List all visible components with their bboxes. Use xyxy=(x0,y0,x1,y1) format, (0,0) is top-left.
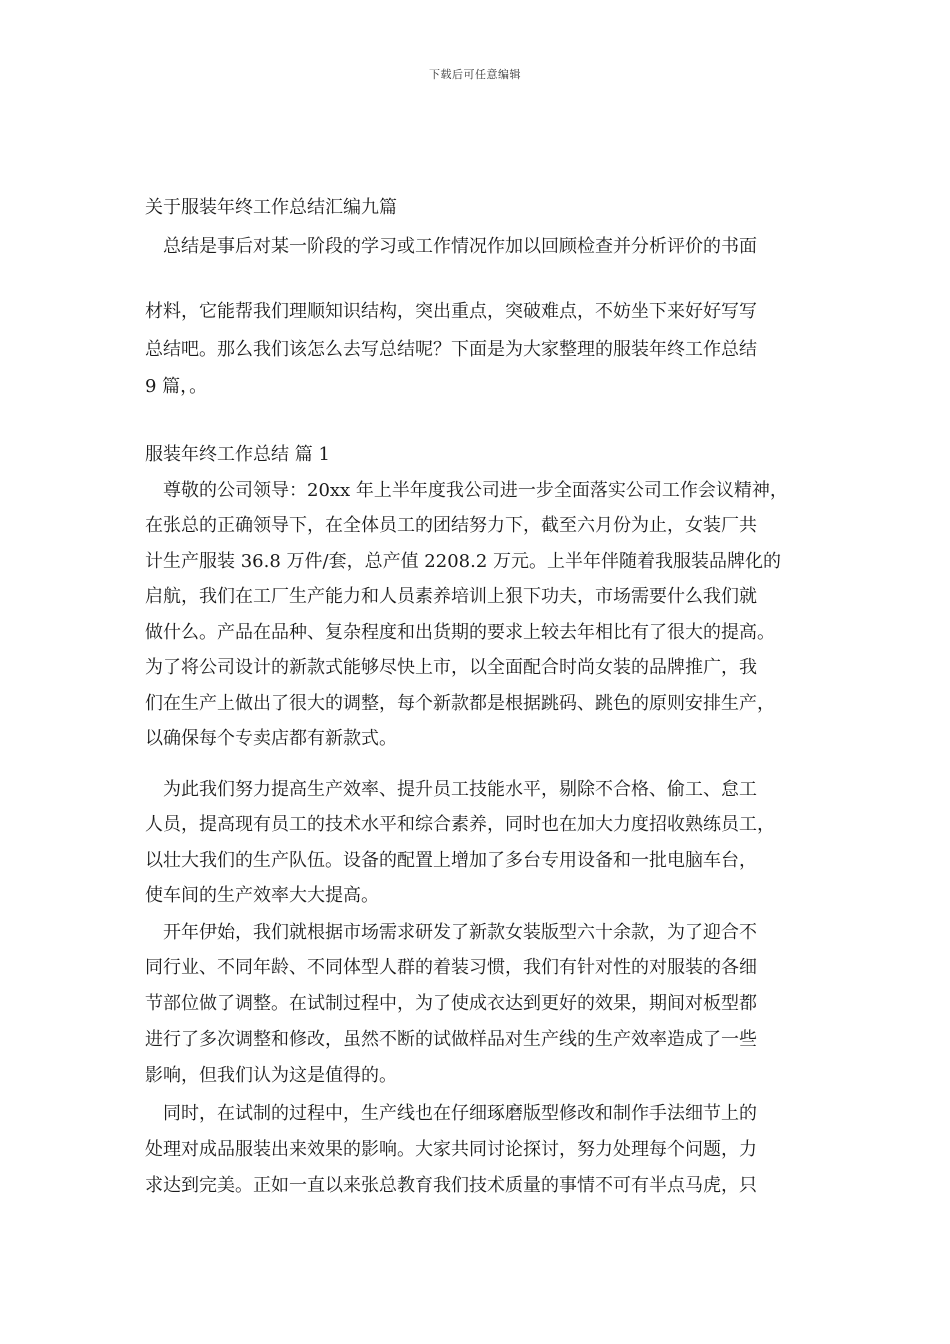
body-line-13: 开年伊始，我们就根据市场需求研发了新款女装版型六十余款，为了迎合不 xyxy=(163,922,757,943)
body-line-17: 影响，但我们认为这是值得的。 xyxy=(145,1065,397,1086)
intro-line-4: 9 篇，。 xyxy=(145,376,208,397)
intro-line-2: 材料，它能帮我们理顺知识结构，突出重点，突破难点，不妨坐下来好好写写 xyxy=(145,301,757,322)
body-line-19: 处理对成品服装出来效果的影响。大家共同讨论探讨，努力处理每个问题，力 xyxy=(145,1139,757,1160)
body-line-9: 为此我们努力提高生产效率、提升员工技能水平，剔除不合格、偷工、怠工 xyxy=(163,779,757,800)
body-line-8: 以确保每个专卖店都有新款式。 xyxy=(145,728,397,749)
body-line-14: 同行业、不同年龄、不同体型人群的着装习惯，我们有针对性的对服装的各细 xyxy=(145,957,757,978)
body-line-12: 使车间的生产效率大大提高。 xyxy=(145,885,379,906)
body-line-18: 同时，在试制的过程中，生产线也在仔细琢磨版型修改和制作手法细节上的 xyxy=(163,1103,757,1124)
body-line-6: 为了将公司设计的新款式能够尽快上市，以全面配合时尚女装的品牌推广，我 xyxy=(145,657,757,678)
body-line-11: 以壮大我们的生产队伍。设备的配置上增加了多台专用设备和一批电脑车台， xyxy=(145,850,757,871)
document-title: 关于服装年终工作总结汇编九篇 xyxy=(145,197,397,218)
intro-line-1: 总结是事后对某一阶段的学习或工作情况作加以回顾检查并分析评价的书面 xyxy=(163,236,757,257)
body-line-10: 人员，提高现有员工的技术水平和综合素养，同时也在加大力度招收熟练员工， xyxy=(145,814,775,835)
body-line-4: 启航，我们在工厂生产能力和人员素养培训上狠下功夫，市场需要什么我们就 xyxy=(145,586,757,607)
section-heading: 服装年终工作总结 篇 1 xyxy=(145,444,330,465)
body-line-7: 们在生产上做出了很大的调整，每个新款都是根据跳码、跳色的原则安排生产， xyxy=(145,693,775,714)
body-line-16: 进行了多次调整和修改，虽然不断的试做样品对生产线的生产效率造成了一些 xyxy=(145,1029,757,1050)
intro-line-3: 总结吧。那么我们该怎么去写总结呢？下面是为大家整理的服装年终工作总结 xyxy=(145,339,757,360)
body-line-2: 在张总的正确领导下，在全体员工的团结努力下，截至六月份为止，女装厂共 xyxy=(145,515,757,536)
body-line-1: 尊敬的公司领导：20xx 年上半年度我公司进一步全面落实公司工作会议精神， xyxy=(163,480,788,501)
header-note: 下载后可任意编辑 xyxy=(429,68,521,81)
body-line-5: 做什么。产品在品种、复杂程度和出货期的要求上较去年相比有了很大的提高。 xyxy=(145,622,775,643)
body-line-3: 计生产服装 36.8 万件/套，总产值 2208.2 万元。上半年伴随着我服装品牌化的 xyxy=(145,551,782,572)
body-line-20: 求达到完美。正如一直以来张总教育我们技术质量的事情不可有半点马虎，只 xyxy=(145,1175,757,1196)
body-line-15: 节部位做了调整。在试制过程中，为了使成衣达到更好的效果，期间对板型都 xyxy=(145,993,757,1014)
